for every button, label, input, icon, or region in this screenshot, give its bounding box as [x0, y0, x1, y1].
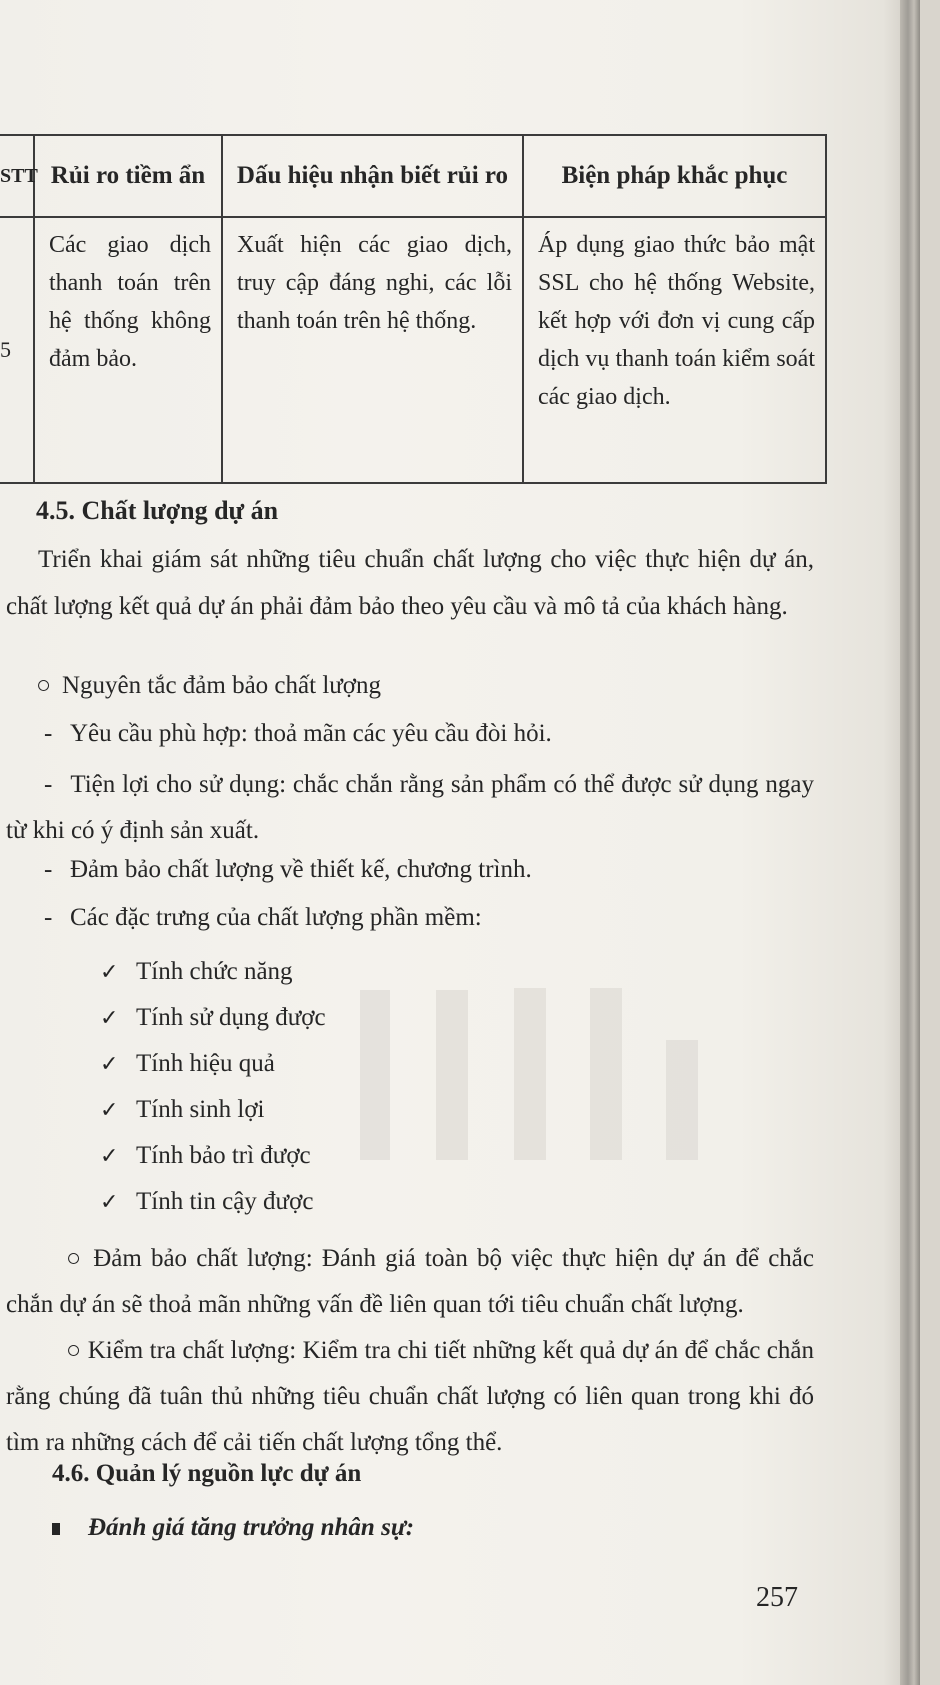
dash-bullet-icon: -: [44, 904, 53, 931]
square-bullet-icon: [52, 1523, 60, 1535]
check-item-text: Tính hiệu quả: [136, 1050, 275, 1077]
dash-bullet-icon: -: [44, 720, 53, 747]
header-solution: Biện pháp khắc phục: [523, 135, 826, 217]
page-edge: [900, 0, 920, 1685]
show-through-bar: [590, 988, 622, 1160]
control-text: Kiểm tra chất lượng: Kiểm tra chi tiết những kết quả dự án để chắc chắn rằng chúng đã tuân thủ những tiêu chuẩn chất lượng có liên quan trong khi đó tìm ra những cách để cải tiến chất lượng tổng thể.: [6, 1337, 814, 1456]
circle-bullet-icon: ○: [36, 672, 52, 699]
dash-item: [44, 904, 482, 932]
subheading-text: Đánh giá tăng trưởng nhân sự:: [88, 1514, 415, 1541]
cell-solution: Áp dụng giao thức bảo mật SSL cho hệ thống Website, kết hợp với đơn vị cung cấp dịch vụ thanh toán kiểm soát các giao dịch.: [523, 217, 826, 483]
control-paragraph: [6, 1328, 814, 1466]
circle-bullet-icon: ○: [66, 1245, 85, 1272]
dash-item: [44, 856, 532, 884]
dash-item: [6, 762, 814, 854]
checkmark-icon: ✓: [100, 1098, 119, 1123]
check-item-text: Tính tin cậy được: [136, 1188, 314, 1215]
header-stt: STT: [0, 135, 34, 217]
dash-bullet-icon: -: [44, 771, 53, 798]
show-through-bar: [514, 988, 546, 1160]
intro-text: Triển khai giám sát những tiêu chuẩn chất lượng cho việc thực hiện dự án, chất lượng kết quả dự án phải đảm bảo theo yêu cầu và mô tả của khách hàng.: [6, 546, 814, 620]
risk-table: [0, 134, 827, 484]
subheading-item: [52, 1514, 414, 1542]
check-item-text: Tính bảo trì được: [136, 1142, 311, 1169]
dash-item: [44, 720, 552, 748]
cell-risk: Các giao dịch thanh toán trên hệ thống không đảm bảo.: [34, 217, 222, 483]
table-row: [0, 217, 826, 483]
check-item: [100, 1096, 265, 1124]
checkmark-icon: ✓: [100, 1052, 119, 1077]
show-through-bar: [360, 990, 390, 1160]
check-item: [100, 1142, 311, 1170]
section-heading-4-5: 4.5. Chất lượng dự án: [36, 496, 279, 525]
circle-bullet-icon: ○: [66, 1337, 82, 1364]
principle-item: [36, 672, 381, 700]
dash-item-text: Đảm bảo chất lượng về thiết kế, chương trình.: [70, 856, 532, 883]
header-risk: Rủi ro tiềm ẩn: [34, 135, 222, 217]
check-item: [100, 1004, 326, 1032]
checkmark-icon: ✓: [100, 1006, 119, 1031]
cell-sign: Xuất hiện các giao dịch, truy cập đáng nghi, các lỗi thanh toán trên hệ thống.: [222, 217, 523, 483]
show-through-bar: [666, 1040, 698, 1160]
check-item: [100, 1188, 313, 1216]
dash-bullet-icon: -: [44, 856, 53, 883]
checkmark-icon: ✓: [100, 960, 119, 985]
principle-text: Nguyên tắc đảm bảo chất lượng: [62, 672, 382, 699]
dash-item-text: Tiện lợi cho sử dụng: chắc chắn rằng sản phẩm có thể được sử dụng ngay từ khi có ý định sản xuất.: [6, 771, 814, 844]
assurance-text: Đảm bảo chất lượng: Đánh giá toàn bộ việc thực hiện dự án để chắc chắn dự án sẽ thoả mãn những vấn đề liên quan tới tiêu chuẩn chất lượng.: [6, 1245, 814, 1318]
check-item-text: Tính sử dụng được: [136, 1004, 326, 1031]
checkmark-icon: ✓: [100, 1190, 119, 1215]
header-sign: Dấu hiệu nhận biết rủi ro: [222, 135, 523, 217]
checkmark-icon: ✓: [100, 1144, 119, 1169]
check-item: [100, 958, 293, 986]
cell-stt: 5: [0, 217, 34, 483]
section-heading-4-6: 4.6. Quản lý nguồn lực dự án: [52, 1460, 362, 1487]
check-item-text: Tính sinh lợi: [136, 1096, 265, 1123]
intro-paragraph: [6, 536, 814, 630]
assurance-paragraph: [6, 1236, 814, 1328]
dash-item-text: Các đặc trưng của chất lượng phần mềm:: [70, 904, 482, 931]
page-number: 257: [756, 1582, 798, 1613]
table-header-row: [0, 135, 826, 217]
check-item: [100, 1050, 275, 1078]
dash-item-text: Yêu cầu phù hợp: thoả mãn các yêu cầu đòi hỏi.: [70, 720, 552, 747]
show-through-bar: [436, 990, 468, 1160]
check-item-text: Tính chức năng: [136, 958, 293, 985]
